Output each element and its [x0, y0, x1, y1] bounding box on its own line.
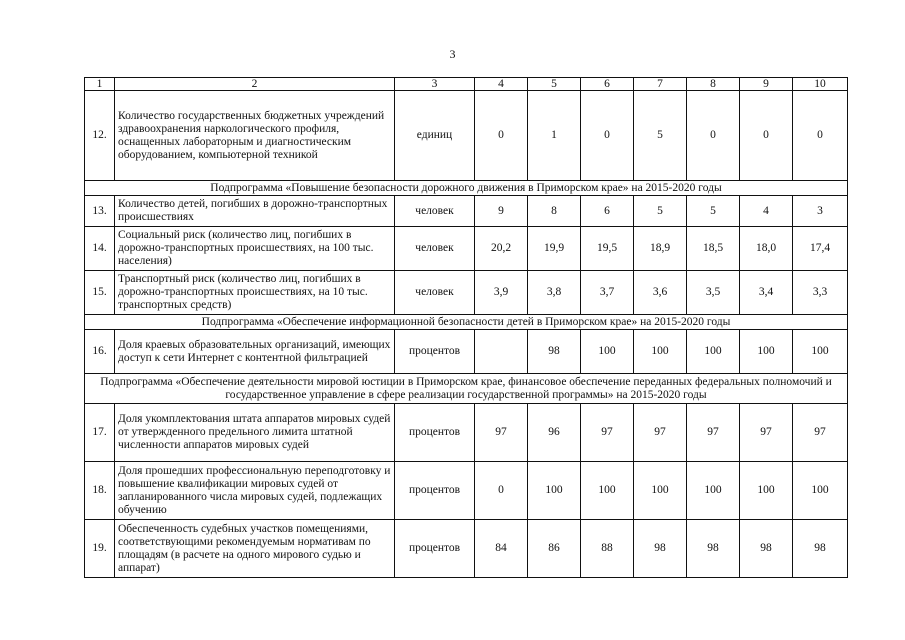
row-number: 18. [85, 462, 115, 520]
value-cell: 98 [793, 520, 848, 578]
row-number: 16. [85, 330, 115, 374]
table-row [85, 462, 848, 520]
indicator-name: Количество детей, погибших в дорожно-транспортных происшествиях [115, 196, 395, 227]
unit-cell: человек [395, 271, 475, 315]
subprogram-row [85, 181, 848, 196]
value-cell: 8 [528, 196, 581, 227]
value-cell: 98 [528, 330, 581, 374]
value-cell: 100 [581, 330, 634, 374]
value-cell: 100 [581, 462, 634, 520]
subprogram-title: Подпрограмма «Повышение безопасности дорожного движения в Приморском крае» на 2015-2020 годы [85, 181, 848, 196]
row-number: 14. [85, 227, 115, 271]
value-cell: 6 [581, 196, 634, 227]
unit-cell: процентов [395, 330, 475, 374]
value-cell: 3 [793, 196, 848, 227]
value-cell: 19,5 [581, 227, 634, 271]
value-cell: 98 [687, 520, 740, 578]
value-cell: 100 [634, 330, 687, 374]
indicator-name: Социальный риск (количество лиц, погибших в дорожно-транспортных происшествиях, на 100 тыс. населения) [115, 227, 395, 271]
indicator-name: Доля краевых образовательных организаций, имеющих доступ к сети Интернет с контентной фильтрацией [115, 330, 395, 374]
table-row [85, 520, 848, 578]
indicator-name: Количество государственных бюджетных учреждений здравоохранения наркологического профиля, оснащенных лабораторным и диагностическим оборудованием, компьютерной техникой [115, 91, 395, 181]
value-cell: 5 [634, 91, 687, 181]
column-header: 5 [528, 78, 581, 91]
column-header: 10 [793, 78, 848, 91]
value-cell: 88 [581, 520, 634, 578]
value-cell: 3,4 [740, 271, 793, 315]
value-cell: 0 [581, 91, 634, 181]
value-cell: 3,5 [687, 271, 740, 315]
value-cell: 4 [740, 196, 793, 227]
column-header: 3 [395, 78, 475, 91]
column-header: 7 [634, 78, 687, 91]
column-header-row [85, 78, 848, 91]
table-row [85, 271, 848, 315]
value-cell: 84 [475, 520, 528, 578]
page-number: 3 [449, 47, 456, 61]
value-cell: 0 [475, 91, 528, 181]
value-cell: 100 [793, 462, 848, 520]
value-cell: 97 [634, 404, 687, 462]
indicator-name: Доля укомплектования штата аппаратов мировых судей от утвержденного предельного лимита штатной численности аппаратов мировых судей [115, 404, 395, 462]
table-row [85, 404, 848, 462]
column-header: 6 [581, 78, 634, 91]
unit-cell: человек [395, 196, 475, 227]
value-cell [475, 330, 528, 374]
value-cell: 100 [740, 462, 793, 520]
value-cell: 9 [475, 196, 528, 227]
column-header: 2 [115, 78, 395, 91]
row-number: 19. [85, 520, 115, 578]
table-row [85, 196, 848, 227]
indicator-name: Транспортный риск (количество лиц, погибших в дорожно-транспортных происшествиях, на 10 тыс. транспортных средств) [115, 271, 395, 315]
column-header: 9 [740, 78, 793, 91]
unit-cell: процентов [395, 462, 475, 520]
subprogram-row [85, 315, 848, 330]
table-row [85, 227, 848, 271]
value-cell: 97 [793, 404, 848, 462]
value-cell: 20,2 [475, 227, 528, 271]
value-cell: 0 [793, 91, 848, 181]
unit-cell: человек [395, 227, 475, 271]
value-cell: 100 [740, 330, 793, 374]
unit-cell: процентов [395, 404, 475, 462]
value-cell: 3,8 [528, 271, 581, 315]
column-header: 1 [85, 78, 115, 91]
value-cell: 3,3 [793, 271, 848, 315]
subprogram-title: Подпрограмма «Обеспечение информационной безопасности детей в Приморском крае» на 2015-2020 годы [85, 315, 848, 330]
unit-cell: процентов [395, 520, 475, 578]
value-cell: 100 [528, 462, 581, 520]
indicator-name: Доля прошедших профессиональную переподготовку и повышение квалификации мировых судей от запланированного числа мировых судей, подлежащих обучению [115, 462, 395, 520]
row-number: 13. [85, 196, 115, 227]
table-row [85, 91, 848, 181]
value-cell: 18,5 [687, 227, 740, 271]
value-cell: 0 [687, 91, 740, 181]
value-cell: 5 [687, 196, 740, 227]
value-cell: 100 [634, 462, 687, 520]
indicators-table [84, 77, 848, 578]
value-cell: 17,4 [793, 227, 848, 271]
value-cell: 96 [528, 404, 581, 462]
table-row [85, 330, 848, 374]
indicator-name: Обеспеченность судебных участков помещениями, соответствующими рекомендуемым нормативам по площадям (в расчете на одного мирового судью и аппарат) [115, 520, 395, 578]
value-cell: 97 [740, 404, 793, 462]
row-number: 17. [85, 404, 115, 462]
value-cell: 98 [634, 520, 687, 578]
value-cell: 18,9 [634, 227, 687, 271]
value-cell: 5 [634, 196, 687, 227]
value-cell: 100 [687, 462, 740, 520]
subprogram-row [85, 374, 848, 404]
unit-cell: единиц [395, 91, 475, 181]
value-cell: 100 [687, 330, 740, 374]
row-number: 12. [85, 91, 115, 181]
value-cell: 19,9 [528, 227, 581, 271]
row-number: 15. [85, 271, 115, 315]
value-cell: 97 [475, 404, 528, 462]
value-cell: 0 [740, 91, 793, 181]
value-cell: 97 [581, 404, 634, 462]
value-cell: 97 [687, 404, 740, 462]
column-header: 4 [475, 78, 528, 91]
value-cell: 86 [528, 520, 581, 578]
value-cell: 3,9 [475, 271, 528, 315]
column-header: 8 [687, 78, 740, 91]
value-cell: 100 [793, 330, 848, 374]
value-cell: 98 [740, 520, 793, 578]
value-cell: 3,6 [634, 271, 687, 315]
value-cell: 3,7 [581, 271, 634, 315]
value-cell: 0 [475, 462, 528, 520]
subprogram-title: Подпрограмма «Обеспечение деятельности мировой юстиции в Приморском крае, финансовое обеспечение переданных федеральных полномочий и государственное управление в сфере реализации государственной программы» на 2015-2020 годы [85, 374, 848, 404]
value-cell: 1 [528, 91, 581, 181]
value-cell: 18,0 [740, 227, 793, 271]
